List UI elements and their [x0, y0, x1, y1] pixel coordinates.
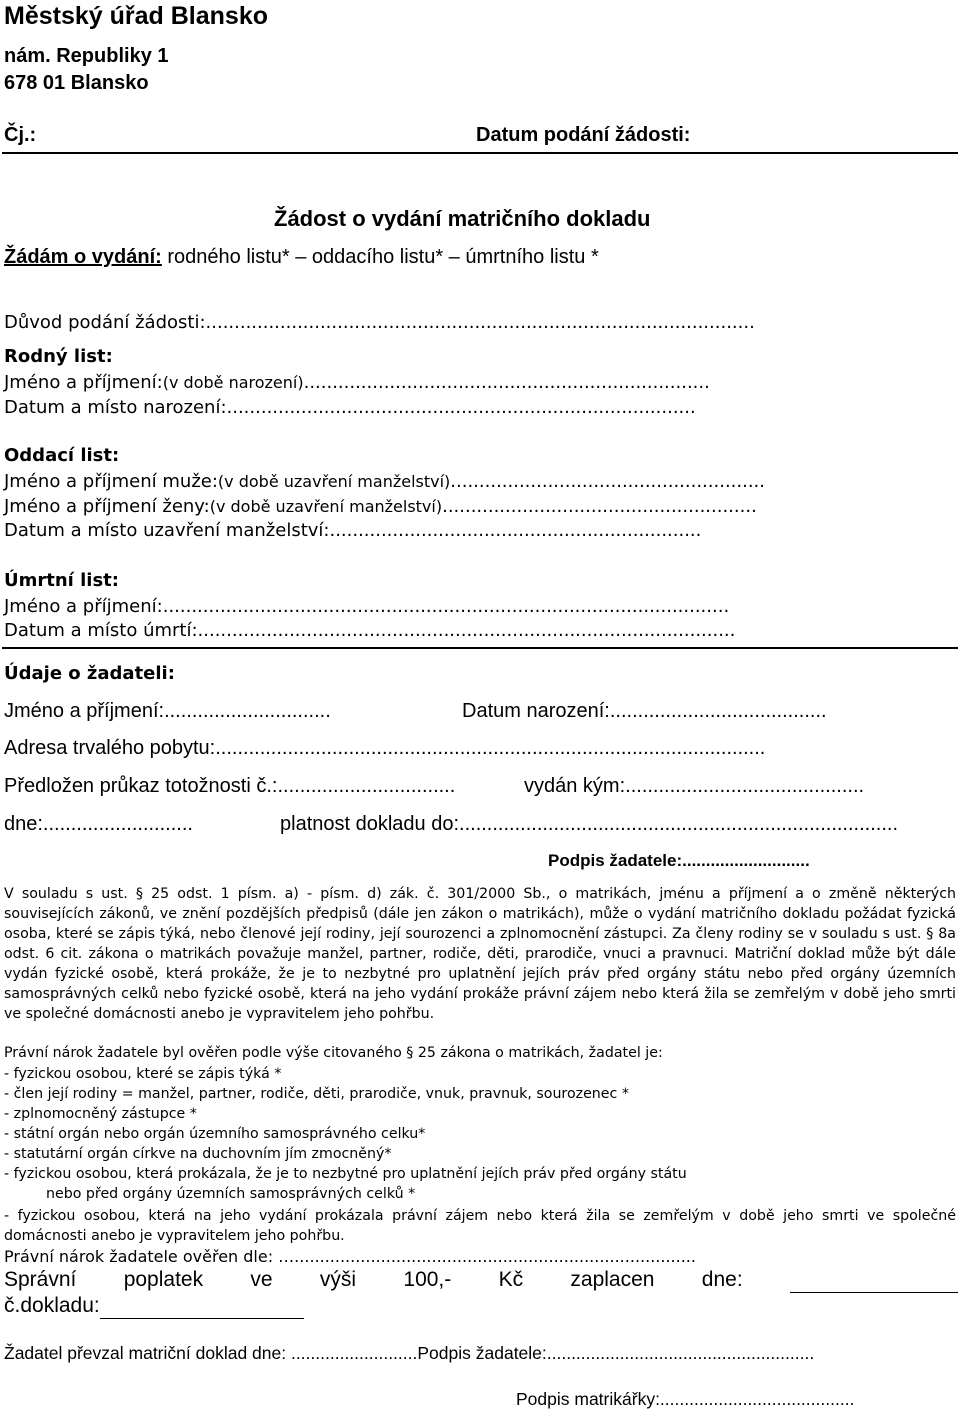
fee-currency: Kč — [498, 1268, 524, 1291]
birth-name-label: Jméno a příjmení: — [4, 372, 163, 393]
claim-intro: Právní nárok žadatele byl ověřen podle výše citovaného § 25 zákona o matrikách, žadatel je: — [4, 1045, 663, 1061]
request-options: rodného listu* – oddacího listu* – úmrtního listu * — [167, 246, 599, 268]
birth-heading: Rodný list: — [4, 346, 113, 367]
header-rule — [2, 152, 958, 154]
husband-name-dots: ....................................................... — [450, 471, 765, 492]
claim-item-continuation: nebo před orgány územních samosprávných celků * — [46, 1186, 416, 1202]
death-date-place-field[interactable]: Datum a místo úmrtí:.............................................................................................. — [4, 620, 736, 641]
applicant-heading: Údaje o žadateli: — [4, 663, 175, 684]
birth-date-place-field[interactable]: Datum a místo narození:.................................................................................. — [4, 397, 696, 418]
husband-name-note: (v době uzavření manželství) — [217, 472, 451, 491]
fee-date-label: dne: — [701, 1268, 743, 1291]
death-name-field[interactable]: Jméno a příjmení:................................................................................................... — [4, 596, 730, 617]
verification-field[interactable]: Právní nárok žadatele ověřen dle: …............................................................................... — [4, 1247, 696, 1266]
request-label: Žádám o vydání: — [4, 246, 162, 268]
claim-item: - člen její rodiny = manžel, partner, rodiče, děti, prarodiče, vnuk, pravnuk, sourozenec * — [4, 1086, 629, 1102]
fee-word: zaplacen — [570, 1268, 655, 1291]
marriage-heading: Oddací list: — [4, 445, 120, 466]
fee-line — [4, 1268, 958, 1293]
claim-item: - fyzickou osobou, která prokázala, že je to nezbytné pro uplatnění jejích práv před orgány státu — [4, 1166, 687, 1182]
id-issue-date-field[interactable]: dne:........................... — [4, 813, 193, 835]
death-heading: Úmrtní list: — [4, 570, 119, 591]
applicant-name-field[interactable]: Jméno a příjmení:.............................. — [4, 700, 331, 722]
fee-word: Správní — [4, 1268, 77, 1291]
legal-paragraph: V souladu s ust. § 25 odst. 1 písm. a) - písm. d) zák. č. 301/2000 Sb., o matrikách, jménu a příjmení a o změně některých souvisejících zákonů, ve znění pozdějších předpisů (dále jen zákon o matrikách), může o vydání matričního dokladu požádat fyzická osoba, které se zápis týká, nebo členové její rodiny, její sourozenci a zplnomocnění zástupci. Za členy rodiny se v souladu s ust. § 8a odst. 6 cit. zákona o matrikách považuje manžel, partner, rodiče, děti, prarodiče, vnuci a pravnuci. Matriční doklad může být dále vydán fyzické osobě, která prokáže, že je to nezbytné pro uplatnění jejích práv před orgány státu nebo před orgány územních samosprávných celků nebo fyzické osobě, která na jeho vydání prokáže právní zájem nebo která žila se zemřelým v době jeho smrti ve společné domácnosti anebo je vypravitelem jeho pohřbu. — [4, 886, 956, 1022]
payment-document-label: č.dokladu: — [4, 1294, 100, 1317]
fee-word: výši — [319, 1268, 357, 1291]
submission-date-label: Datum podání žádosti: — [476, 124, 691, 146]
id-card-number-field[interactable]: Předložen průkaz totožnosti č.:................................ — [4, 775, 456, 797]
birth-name-dots: ....................................................................... — [303, 372, 710, 393]
claim-item: - statutární orgán církve na duchovním jím zmocněný* — [4, 1146, 392, 1162]
claim-item: - fyzickou osobou, které se zápis týká * — [4, 1066, 282, 1082]
wife-name-dots: ....................................................... — [442, 496, 757, 517]
id-issued-by-field[interactable]: vydán kým:........................................... — [524, 775, 865, 797]
wife-name-note: (v době uzavření manželství) — [209, 497, 443, 516]
claim-item: - zplnomocněný zástupce * — [4, 1106, 197, 1122]
claim-item: - státní orgán nebo orgán územního samosprávného celku* — [4, 1126, 426, 1142]
office-name: Městský úřad Blansko — [4, 2, 268, 30]
husband-name-label: Jméno a příjmení muže: — [4, 471, 218, 492]
applicant-birth-date-field[interactable]: Datum narození:....................................... — [462, 700, 827, 722]
fee-amount: 100,- — [403, 1268, 452, 1291]
form-title: Žádost o vydání matričního dokladu — [274, 206, 651, 231]
office-street: nám. Republiky 1 — [4, 45, 169, 67]
husband-name-field[interactable] — [4, 471, 765, 492]
fee-word: ve — [250, 1268, 273, 1291]
request-line — [4, 246, 599, 269]
wife-name-label: Jméno a příjmení ženy: — [4, 496, 210, 517]
handover-field[interactable]: Žadatel převzal matriční doklad dne: ..........................Podpis žadatele:....................................................... — [4, 1343, 815, 1363]
reference-label: Čj.: — [4, 124, 37, 146]
birth-name-field[interactable] — [4, 372, 710, 393]
payment-document-blank[interactable] — [100, 1294, 304, 1319]
applicant-address-field[interactable]: Adresa trvalého pobytu:................................................................................................... — [4, 737, 766, 759]
marriage-date-place-field[interactable]: Datum a místo uzavření manželství:................................................................. — [4, 520, 702, 541]
reason-field[interactable]: Důvod podání žádosti:................................................................................................ — [4, 312, 755, 333]
id-validity-field[interactable]: platnost dokladu do:............................................................................... — [280, 813, 898, 835]
office-city: 678 01 Blansko — [4, 72, 149, 94]
claim-item-last: - fyzickou osobou, která na jeho vydání prokázala právní zájem nebo která žila se zemřelým v době jeho smrti ve společné domácnosti anebo je vypravitelem jeho pohřbu. — [4, 1208, 956, 1244]
fee-word: poplatek — [123, 1268, 204, 1291]
applicant-rule — [2, 647, 958, 649]
wife-name-field[interactable] — [4, 496, 757, 517]
birth-name-note: (v době narození) — [162, 373, 304, 392]
payment-document-field[interactable] — [4, 1294, 304, 1319]
registrar-signature-field[interactable]: Podpis matrikářky:........................................ — [516, 1389, 855, 1409]
applicant-signature-field[interactable]: Podpis žadatele:........................... — [548, 851, 810, 870]
fee-date-blank[interactable] — [790, 1268, 958, 1293]
